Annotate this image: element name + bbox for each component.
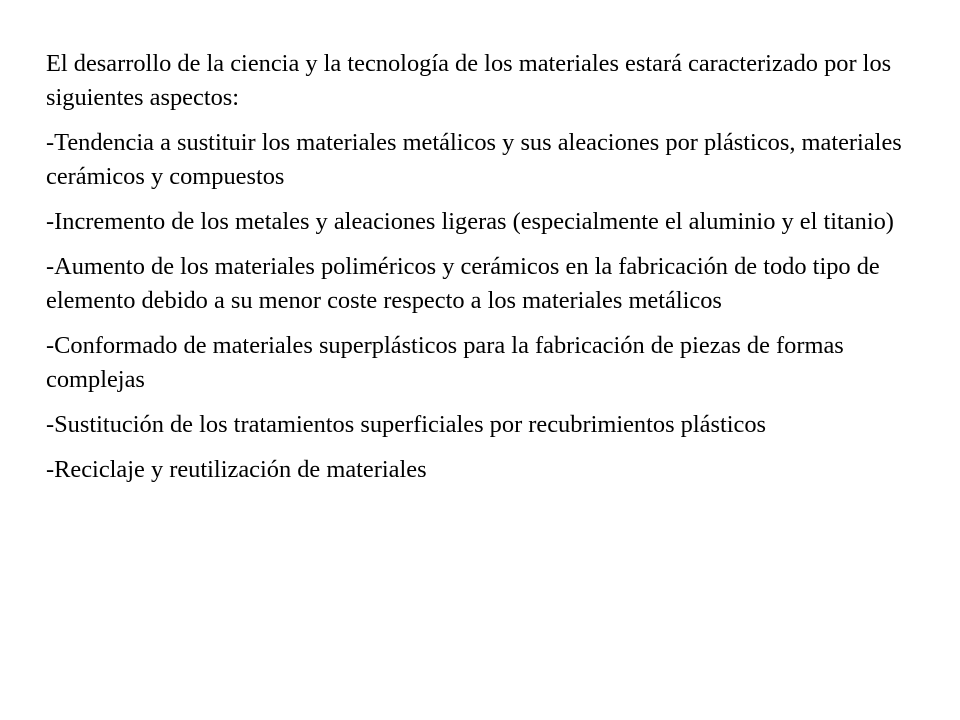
list-item-5: -Sustitución de los tratamientos superficiales por recubrimientos plásticos <box>46 411 767 438</box>
list-item-3: -Aumento de los materiales poliméricos y cerámicos en la fabricación de todo tipo de elemento debido a su menor coste respecto a los materiales metálicos <box>46 253 880 314</box>
slide-body <box>46 47 926 498</box>
list-item-2: -Incremento de los metales y aleaciones ligeras (especialmente el aluminio y el titanio) <box>46 208 894 235</box>
list-item-1: -Tendencia a sustituir los materiales metálicos y sus aleaciones por plásticos, materiales cerámicos y compuestos <box>46 129 902 190</box>
list-item-4: -Conformado de materiales superplásticos para la fabricación de piezas de formas complejas <box>46 332 844 393</box>
intro-paragraph: El desarrollo de la ciencia y la tecnología de los materiales estará caracterizado por los siguientes aspectos: <box>46 50 892 111</box>
list-item-6: -Reciclaje y reutilización de materiales <box>46 456 427 483</box>
